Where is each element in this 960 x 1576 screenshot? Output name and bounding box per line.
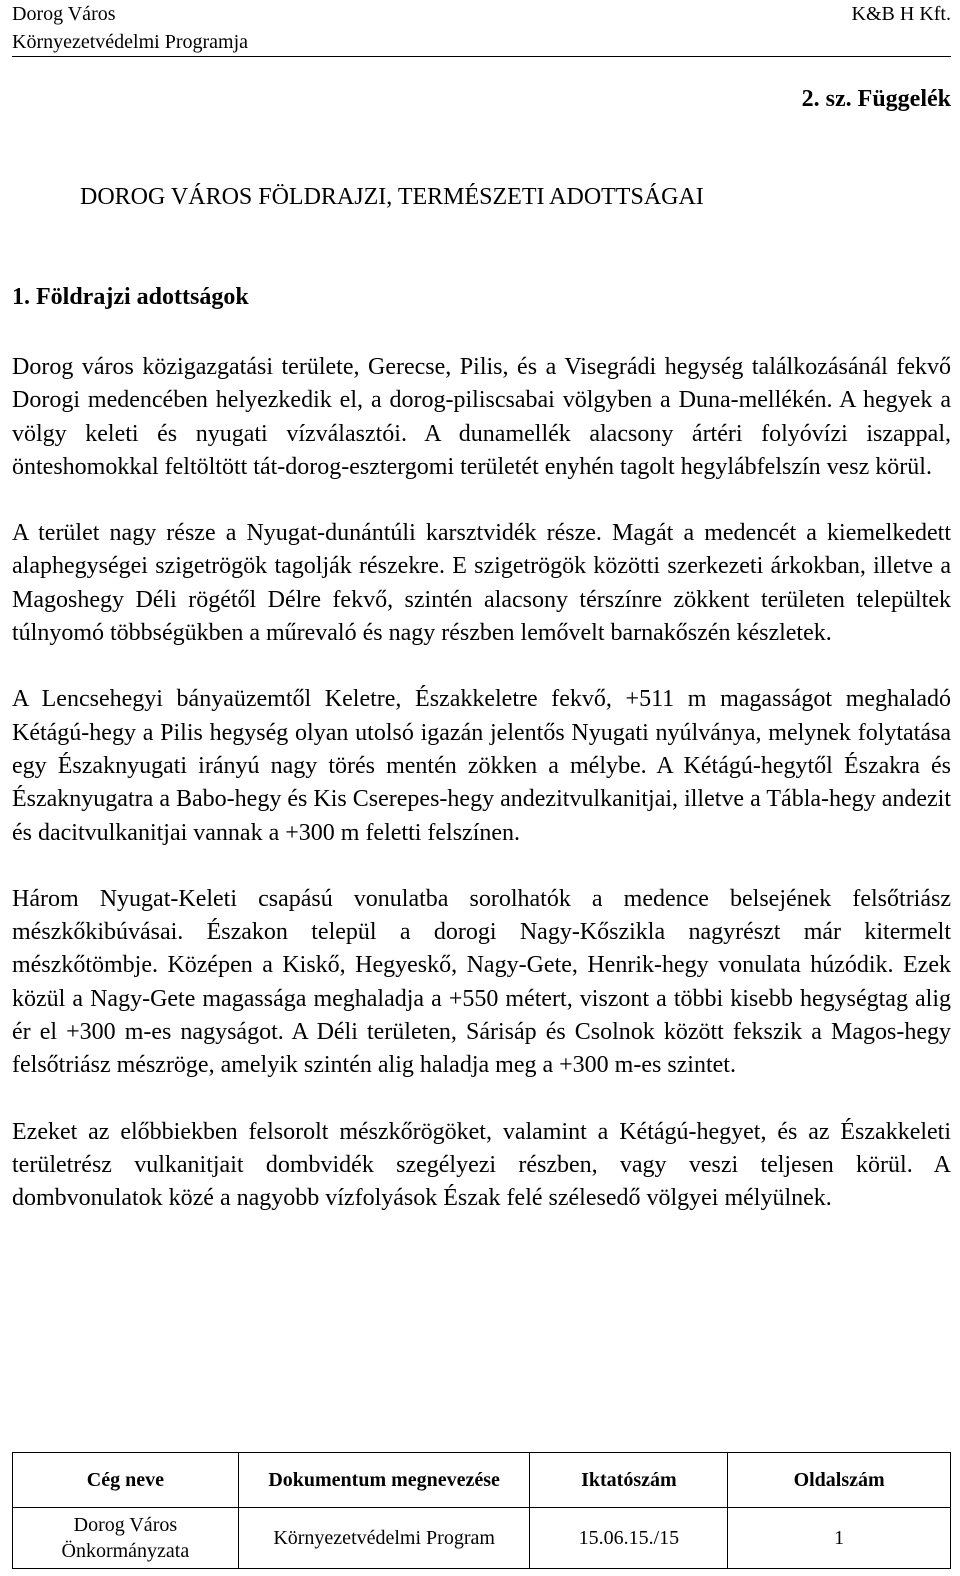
page-header bbox=[12, 0, 951, 57]
body-text bbox=[12, 351, 951, 1249]
header-company: K&B H Kft. bbox=[851, 3, 951, 25]
paragraph: A Lencsehegyi bányaüzemtől Keletre, Északkeletre fekvő, +511 m magasságot meghaladó Kétágú-hegy a Pilis hegység olyan utolsó igazán jelentős Nyugati nyúlványa, melynek folytatása egy Északnyugati irányú nagy törés mentén zökken a mélybe. A Kétágú-hegytől Északra és Északnyugatra a Babo-hegy és Kis Cserepes-hegy andezitvulkanitjai, illetve a Tábla-hegy andezit és dacitvulkanitjai vannak a +300 m feletti felszínen. bbox=[12, 686, 951, 846]
document-page bbox=[12, 0, 951, 1576]
footer-document-cell: Környezetvédelmi Program bbox=[238, 1508, 530, 1569]
footer-value-row bbox=[13, 1508, 951, 1569]
header-city: Dorog Város bbox=[12, 3, 116, 25]
footer-company-line2: Önkormányzata bbox=[61, 1540, 190, 1562]
footer-table bbox=[12, 1452, 951, 1569]
footer-company-cell bbox=[13, 1508, 239, 1569]
paragraph: Ezeket az előbbiekben felsorolt mészkőrögöket, valamint a Kétágú-hegyet, és az Északkeleti területrész vulkanitjait dombvidék szegélyezi részben, vagy veszi teljesen körül. A dombvonulatok közé a nagyobb vízfolyások Észak felé szélesedő völgyei mélyülnek. bbox=[12, 1118, 951, 1212]
footer-page-cell: 1 bbox=[728, 1508, 951, 1569]
paragraph: A terület nagy része a Nyugat-dunántúli karsztvidék része. Magát a medencét a kiemelkedett alaphegységei szigetrögök tagolják részekre. E szigetrögök közötti szerkezeti árkokban, illetve a Magoshegy Déli rögétől Délre fekvő, szintén alacsony térszínre zökkent területen települtek túlnyomó többségükben a műrevaló és nagy részben lemővelt barnakőszén készletek. bbox=[12, 520, 951, 647]
appendix-label: 2. sz. Függelék bbox=[801, 86, 951, 112]
footer-header-page: Oldalszám bbox=[728, 1453, 951, 1508]
document-title: DOROG VÁROS FÖLDRAJZI, TERMÉSZETI ADOTTSÁGAI bbox=[80, 184, 704, 210]
footer-company-line1: Dorog Város bbox=[73, 1514, 178, 1536]
footer-header-document: Dokumentum megnevezése bbox=[238, 1453, 530, 1508]
footer-reference-cell: 15.06.15./15 bbox=[530, 1508, 728, 1569]
paragraph: Három Nyugat-Keleti csapású vonulatba sorolhatók a medence belsejének felsőtriász mészkőkibúvásai. Északon települ a dorogi Nagy-Kőszikla nagyrészt már kitermelt mészkőtömbje. Középen a Kiskő, Hegyeskő, Nagy-Gete, Henrik-hegy vonulata húzódik. Ezek közül a Nagy-Gete magassága meghaladja a +550 métert, viszont a többi kisebb hegységtag alig ér el +300 m-es nagyságot. A Déli területen, Sárisáp és Csolnok között fekszik a Magos-hegy felsőtriász mészröge, amelyik szintén alig haladja meg a +300 m-es szintet. bbox=[12, 885, 951, 1079]
section-heading: 1. Földrajzi adottságok bbox=[12, 284, 249, 310]
footer-header-company: Cég neve bbox=[13, 1453, 239, 1508]
footer-header-reference: Iktatószám bbox=[530, 1453, 728, 1508]
header-program: Környezetvédelmi Programja bbox=[12, 31, 249, 53]
paragraph: Dorog város közigazgatási területe, Gerecse, Pilis, és a Visegrádi hegység találkozásánál fekvő Dorogi medencében helyezkedik el, a dorog-piliscsabai völgyben a Duna-mellékén. A hegyek a völgy keleti és nyugati vízválasztói. A dunamellék alacsony ártéri folyóvízi iszappal, önteshomokkal feltöltött tát-dorog-esztergomi területét enyhén tagolt hegylábfelszín vesz körül. bbox=[12, 354, 951, 480]
footer-header-row bbox=[13, 1453, 951, 1508]
header-left bbox=[12, 0, 248, 56]
